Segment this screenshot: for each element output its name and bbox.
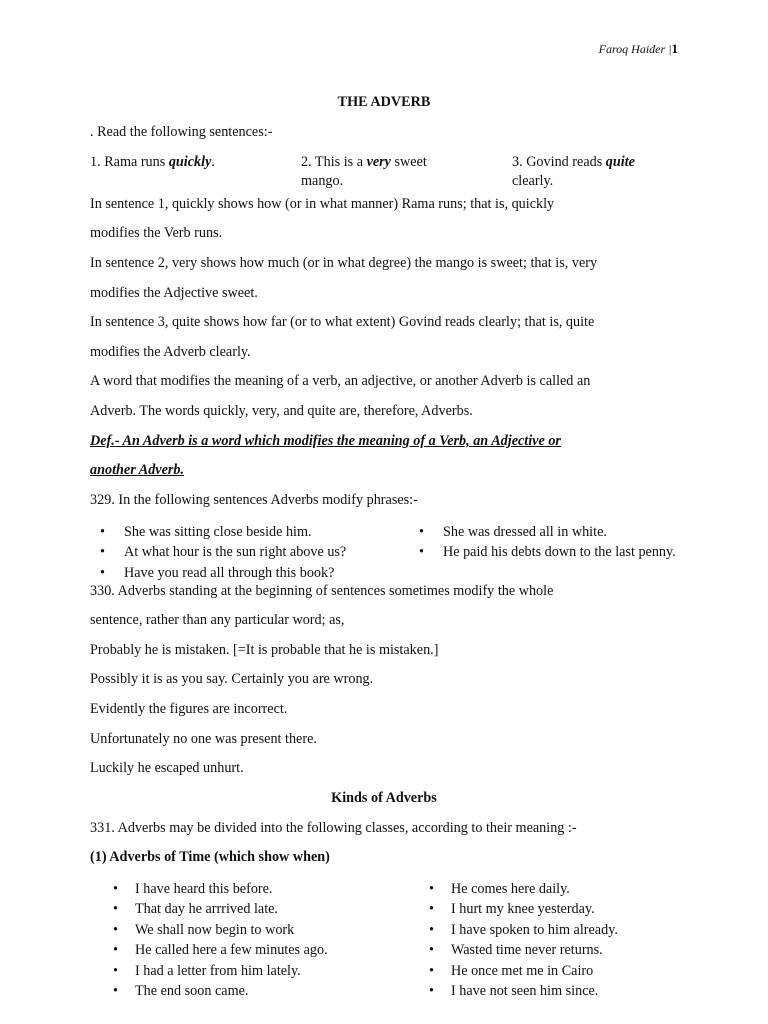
list-item: • I have not seen him since. — [406, 981, 618, 1001]
list-item: • He called here a few minutes ago. — [90, 940, 328, 960]
paragraph-line: modifies the Adjective sweet. — [90, 285, 258, 301]
intro-line: . Read the following sentences:- — [90, 124, 273, 140]
list-item: • Have you read all through this book? — [90, 563, 346, 583]
header-separator: | — [668, 42, 672, 56]
list-item: • I have spoken to him already. — [406, 920, 618, 940]
example-2-text: 2. This is a — [301, 154, 367, 170]
example-sentence: Luckily he escaped unhurt. — [90, 760, 244, 776]
definition-line-2: another Adverb. — [90, 462, 185, 478]
example-sentence: Possibly it is as you say. Certainly you are wrong. — [90, 671, 374, 687]
page-number: 1 — [671, 41, 678, 56]
paragraph-line: Adverb. The words quickly, very, and quite are, therefore, Adverbs. — [90, 403, 473, 419]
list-item: • I had a letter from him lately. — [90, 961, 328, 981]
section-330-line-2: sentence, rather than any particular word; as, — [90, 612, 345, 628]
example-3-adverb: quite — [605, 154, 635, 170]
example-1 — [90, 153, 290, 172]
example-1-end: . — [211, 154, 215, 170]
adverbs-of-time-heading: (1) Adverbs of Time (which show when) — [90, 849, 330, 865]
example-sentence: Evidently the figures are incorrect. — [90, 701, 288, 717]
paragraph-line: In sentence 1, quickly shows how (or in what manner) Rama runs; that is, quickly — [90, 196, 555, 212]
list-item: • He once met me in Cairo — [406, 961, 618, 981]
paragraph-line: modifies the Verb runs. — [90, 225, 223, 241]
paragraph-line: modifies the Adverb clearly. — [90, 344, 251, 360]
list-item: • We shall now begin to work — [90, 920, 328, 940]
paragraph-line: In sentence 3, quite shows how far (or to what extent) Govind reads clearly; that is, quite — [90, 314, 595, 330]
list-item: • I hurt my knee yesterday. — [406, 899, 618, 919]
example-3-end: clearly. — [512, 173, 554, 189]
example-3 — [512, 153, 662, 191]
page-header — [599, 41, 678, 57]
list-item: • Wasted time never returns. — [406, 940, 618, 960]
example-2 — [301, 153, 461, 191]
paragraph-line: A word that modifies the meaning of a verb, an adjective, or another Adverb is called an — [90, 373, 591, 389]
kinds-of-adverbs-heading: Kinds of Adverbs — [331, 790, 437, 806]
section-329-right-list — [409, 522, 676, 563]
list-item: • He comes here daily. — [406, 879, 618, 899]
list-item: • That day he arrrived late. — [90, 899, 328, 919]
section-331-left-list — [90, 879, 328, 1001]
section-329-heading: 329. In the following sentences Adverbs modify phrases:- — [90, 492, 418, 508]
section-331-right-list — [406, 879, 618, 1001]
example-sentence: Unfortunately no one was present there. — [90, 731, 317, 747]
list-item: • She was sitting close beside him. — [90, 522, 346, 542]
list-item: • The end soon came. — [90, 981, 328, 1001]
example-1-text: 1. Rama runs — [90, 154, 169, 170]
list-item: • She was dressed all in white. — [409, 522, 676, 542]
header-author: Faroq Haider — [598, 42, 666, 56]
example-sentence: Probably he is mistaken. [=It is probable that he is mistaken.] — [90, 642, 439, 658]
list-item: • He paid his debts down to the last penny. — [409, 542, 676, 562]
list-item: • I have heard this before. — [90, 879, 328, 899]
page-title: THE ADVERB — [337, 94, 431, 110]
example-1-adverb: quickly — [168, 154, 212, 170]
section-331-heading: 331. Adverbs may be divided into the following classes, according to their meaning :- — [90, 820, 577, 836]
example-2-adverb: very — [366, 154, 391, 170]
section-330-line-1: 330. Adverbs standing at the beginning of sentences sometimes modify the whole — [90, 583, 554, 599]
section-329-left-list — [90, 522, 346, 583]
list-item: • At what hour is the sun right above us? — [90, 542, 346, 562]
example-2-end: sweet mango. — [301, 154, 427, 189]
definition-line-1: Def.- An Adverb is a word which modifies the meaning of a Verb, an Adjective or — [90, 433, 561, 449]
paragraph-line: In sentence 2, very shows how much (or in what degree) the mango is sweet; that is, very — [90, 255, 598, 271]
example-3-text: 3. Govind reads — [512, 154, 606, 170]
